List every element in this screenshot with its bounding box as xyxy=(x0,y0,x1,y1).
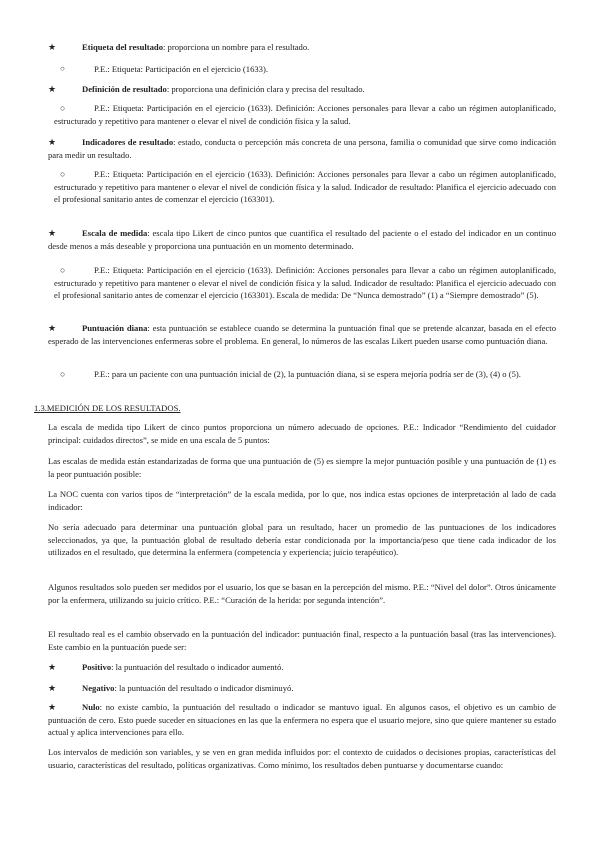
star-bullet-icon: ★ xyxy=(48,137,57,147)
circle-bullet-icon: ○ xyxy=(60,369,66,379)
escala-example xyxy=(54,264,556,302)
section-title: MEDICIÓN DE LOS RESULTADOS. xyxy=(46,403,181,413)
change-positivo-title: Positivo xyxy=(82,662,112,672)
section-heading xyxy=(34,402,554,415)
puntuacion-diana-title: Puntuación diana xyxy=(82,323,148,333)
paragraph-4: No sería adecuado para determinar una puntuación global para un resultado, hacer un promedio de las puntuaciones de los indicadores seleccionados, ya que, la puntuación global de resultado debería estar condicionada por la importancia/peso que tiene cada indicador de los utilizados en el resultado, que determina la enfermera (competencia y experiencia; juicio terapéutico). xyxy=(48,522,556,558)
escala-title: Escala de medida xyxy=(82,228,148,238)
escala-item xyxy=(48,227,556,252)
change-positivo-text: : la puntuación del resultado o indicador aumentó. xyxy=(111,662,284,672)
circle-bullet-icon: ○ xyxy=(60,265,66,275)
star-bullet-icon: ★ xyxy=(48,323,57,333)
indicadores-text: : estado, conducta o percepción más concreta de una persona, familia o comunidad que sirve como indicación para medir un resultado. xyxy=(48,137,557,160)
change-negativo-text: : la puntuación del resultado o indicador disminuyó. xyxy=(114,683,294,693)
circle-bullet-icon: ○ xyxy=(60,103,66,113)
circle-bullet-icon: ○ xyxy=(60,64,65,73)
definicion-example xyxy=(54,102,556,127)
paragraph-3: La NOC cuenta con varios tipos de “interpretación” de la escala medida, por lo que, nos indica estas opciones de interpretación al lado de cada indicador: xyxy=(48,489,556,512)
change-negativo-title: Negativo xyxy=(82,683,115,693)
change-nulo xyxy=(48,701,556,739)
indicadores-item xyxy=(48,136,556,161)
paragraph-5: Algunos resultados solo pueden ser medidos por el usuario, los que se basan en la percepción del mismo. P.E.: “Nivel del dolor”. Otros únicamente por la enfermera, utilizando su juicio crítico. P.E.: “Curación de la herida: por segunda intención”. xyxy=(48,582,556,605)
definicion-title: Definición de resultado xyxy=(82,84,167,94)
star-bullet-icon: ★ xyxy=(48,84,57,94)
final-paragraph: Los intervalos de medición son variables, y se ven en gran medida influidos por: el contexto de cuidados o decisiones propias, características del usuario, características del resultado, políticas organizativas. Como mínimo, los resultados deben puntuarse y documentarse cuando: xyxy=(48,747,556,770)
star-bullet-icon: ★ xyxy=(48,228,57,238)
paragraph-1: La escala de medida tipo Likert de cinco puntos proporciona un número adecuado de opciones. P.E.: Indicador “Rendimiento del cuidador principal: cuidados directos”, se mide en una escala de 5 puntos: xyxy=(48,422,556,445)
etiqueta-example: P.E.: Etiqueta: Participación en el ejercicio (1633). xyxy=(94,64,268,74)
definicion-example-text: P.E.: Etiqueta: Participación en el ejercicio (1633). Definición: Acciones personales para llevar a cabo un régimen autoplanificado, estructurado y repetitivo para mantener o elevar el nivel de condición física y la salud. xyxy=(54,103,556,126)
change-positivo xyxy=(82,661,556,674)
star-bullet-icon: ★ xyxy=(48,662,57,672)
section-number: 1.3. xyxy=(34,403,47,413)
definicion-item xyxy=(82,83,556,96)
indicadores-title: Indicadores de resultado xyxy=(82,137,174,147)
star-bullet-icon: ★ xyxy=(48,683,57,693)
definicion-text: : proporciona una definición clara y precisa del resultado. xyxy=(166,84,365,94)
puntuacion-diana-text: : esta puntuación se establece cuando se determina la puntuación final que se pretende alcanzar, basada en el efecto esperado de las intervenciones enfermeras sobre el problema. En general, lo números de las escalas Likert pueden usarse como puntuación diana. xyxy=(48,323,556,346)
indicadores-example xyxy=(54,168,556,206)
star-bullet-icon: ★ xyxy=(48,702,57,712)
paragraph-6: El resultado real es el cambio observado en la puntuación del indicador: puntuación final, respecto a la puntuación basal (tras las intervenciones). Este cambio en la puntuación puede ser: xyxy=(48,629,556,652)
etiqueta-text: : proporciona un nombre para el resultado. xyxy=(163,42,310,52)
etiqueta-item xyxy=(82,41,556,54)
puntuacion-diana-example xyxy=(54,368,556,381)
indicadores-example-text: P.E.: Etiqueta: Participación en el ejercicio (1633). Definición: Acciones personales para llevar a cabo un régimen autoplanificado, estructurado y repetitivo para mantener o elevar el nivel de condición física y la salud. Indicador de resultado: Planifica el ejercicio adecuado con el profesional sanitario antes de comenzar el ejercicio (163301). xyxy=(54,169,556,205)
change-negativo xyxy=(82,682,556,695)
circle-bullet-icon: ○ xyxy=(60,169,66,179)
puntuacion-diana-item xyxy=(48,322,556,347)
change-nulo-title: Nulo xyxy=(82,702,100,712)
puntuacion-diana-example-text: P.E.: para un paciente con una puntuación inicial de (2), la puntuación diana, si se espera mejoría podría ser de (3), (4) o (5). xyxy=(94,369,521,379)
escala-text: : escala tipo Likert de cinco puntos que cuantifica el resultado del paciente o el estado del indicador en un continuo desde menos a más deseable y proporciona una puntuación en un momento determinado. xyxy=(48,228,556,251)
change-nulo-text: : no existe cambio, la puntuación del resultado o indicador se mantuvo igual. En algunos casos, el objetivo es un cambio de puntuación de cero. Esto puede suceder en situaciones en las que la enfermera no espera que el usuario mejore, sino que quiere mantener su estado actual y aplica intervenciones para ello. xyxy=(48,702,556,738)
star-bullet-icon: ★ xyxy=(48,42,57,52)
etiqueta-title: Etiqueta del resultado xyxy=(82,42,164,52)
escala-example-text: P.E.: Etiqueta: Participación en el ejercicio (1633). Definición: Acciones personales para llevar a cabo un régimen autoplanificado, estructurado y repetitivo para mantener o elevar el nivel de condición física y la salud. Indicador de resultado: Planifica el ejercicio adecuado con el profesional sanitario antes de comenzar el ejercicio (163301). Escala de medida: De “Nunca demostrado” (1) a “Siempre demostrado” (5). xyxy=(54,265,556,301)
paragraph-2: Las escalas de medida están estandarizadas de forma que una puntuación de (5) es siempre la mejor puntuación posible y una puntuación de (1) es la peor puntuación posible: xyxy=(48,456,556,479)
